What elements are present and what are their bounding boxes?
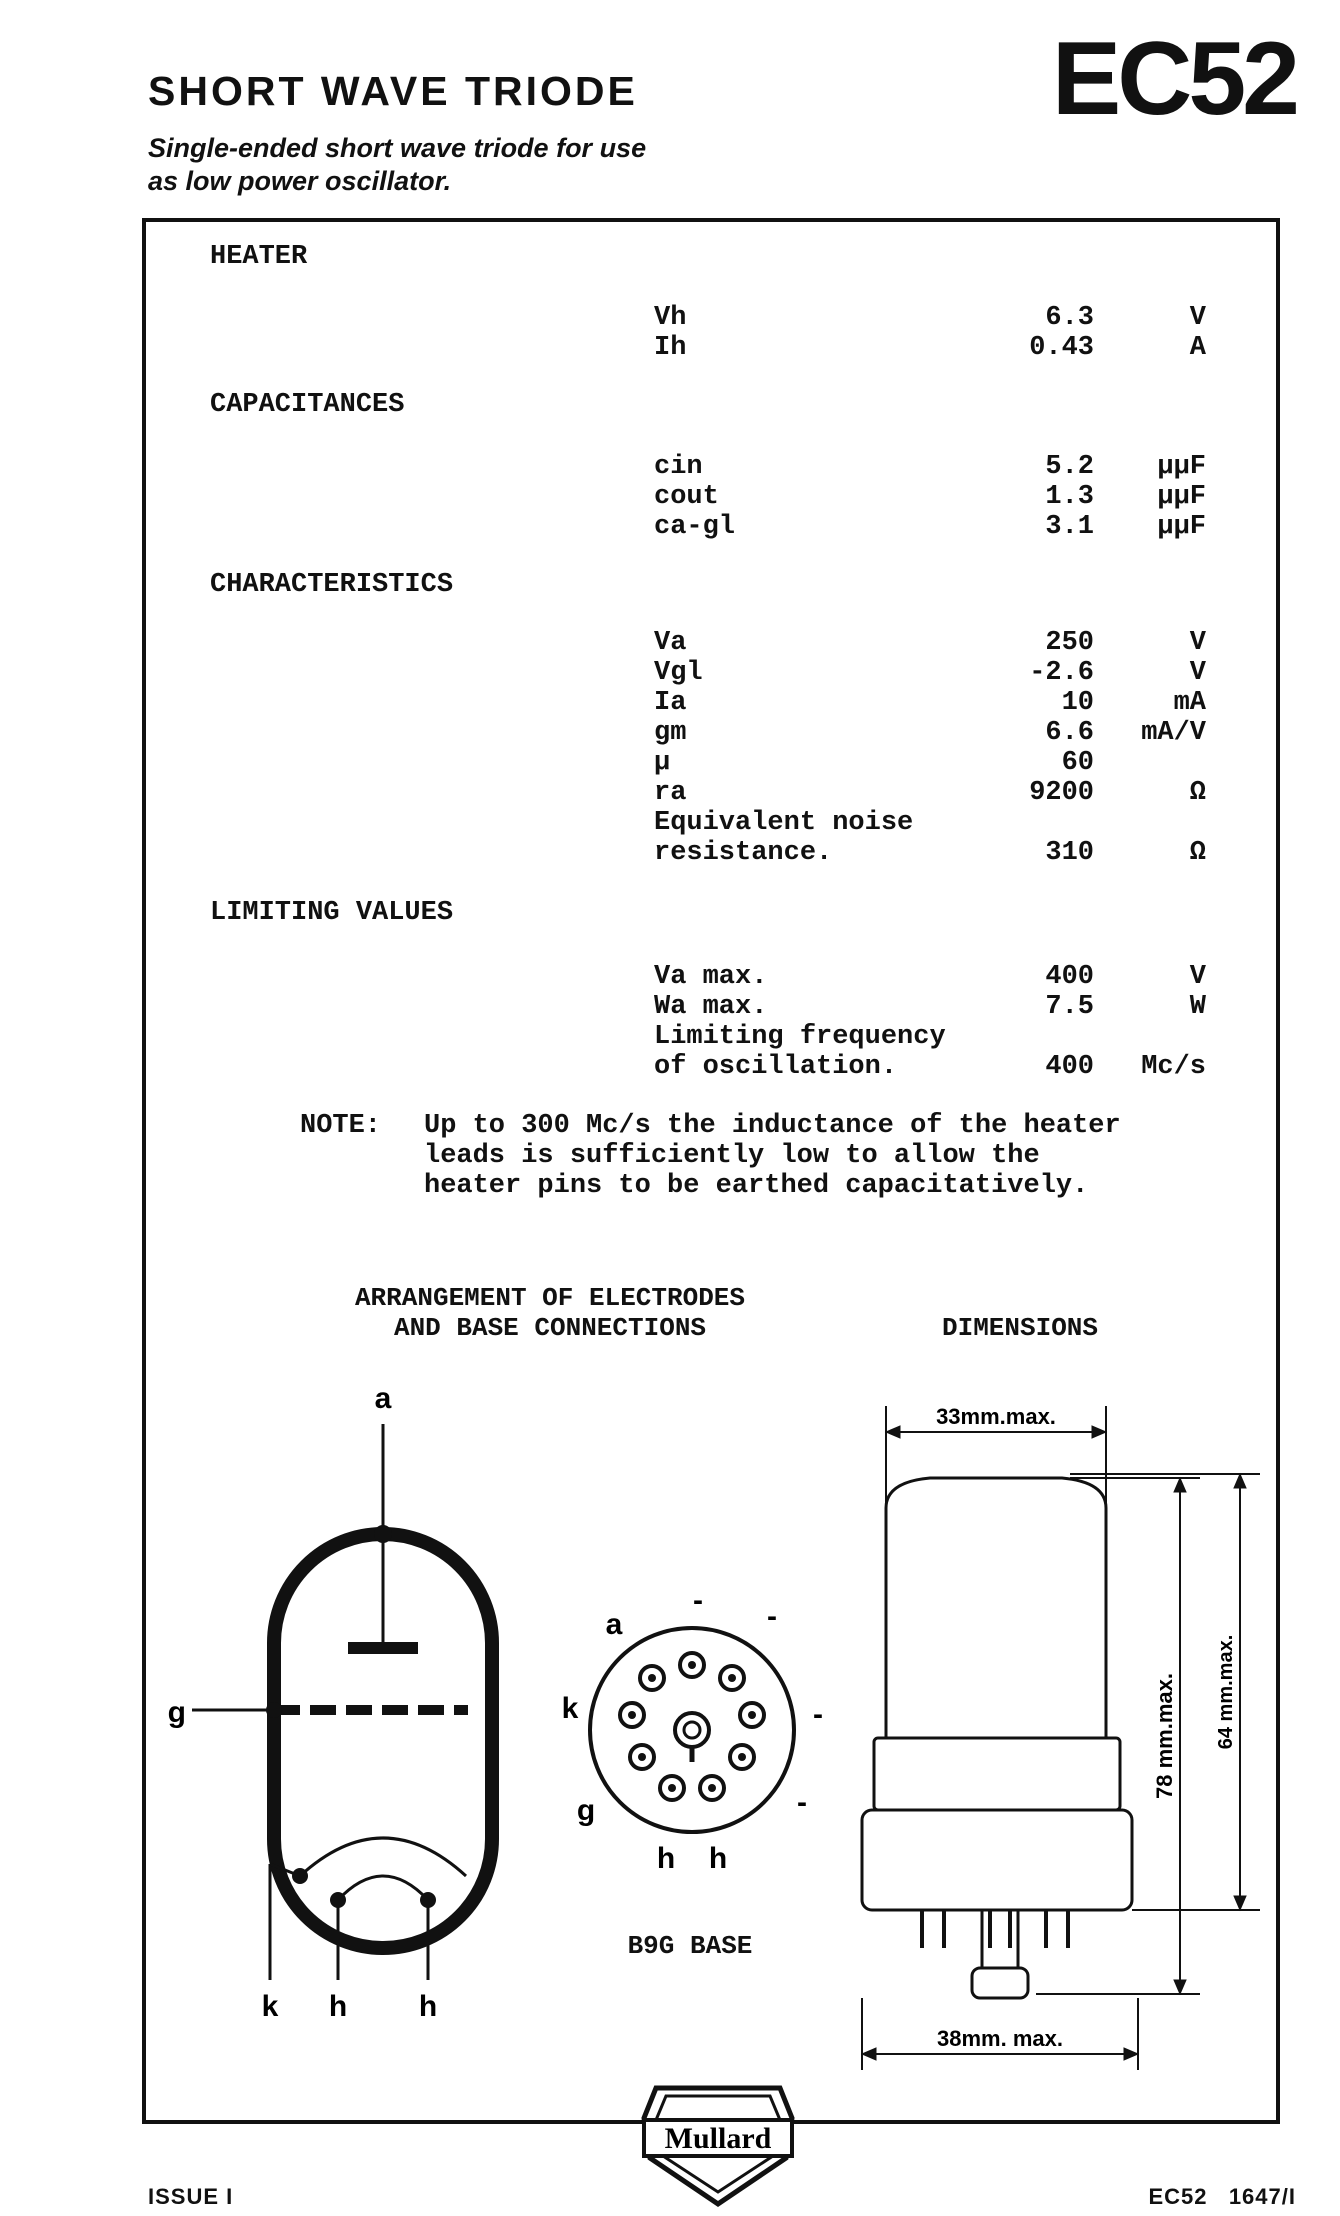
table-row	[0, 1052, 1340, 1082]
section-capacitances-title: CAPACITANCES	[210, 390, 405, 420]
note-label: NOTE:	[300, 1111, 382, 1141]
base-label-dash: -	[767, 1600, 777, 1633]
param-label: μ	[654, 748, 671, 778]
param-value: 250	[1045, 628, 1094, 658]
param-value: 6.3	[1045, 303, 1094, 333]
param-value: 5.2	[1045, 452, 1094, 482]
param-label: cout	[654, 482, 719, 512]
param-unit: V	[1189, 962, 1206, 992]
table-row	[0, 808, 1340, 838]
electrode-label-cathode: k	[261, 1990, 279, 2023]
base-label-grid: g	[576, 1794, 596, 1827]
param-unit: mA/V	[1141, 718, 1206, 748]
param-unit: V	[1189, 628, 1206, 658]
electrode-label-heater: h	[418, 1990, 438, 2023]
param-label: Vgl	[654, 658, 703, 688]
param-unit: μμF	[1157, 512, 1206, 542]
table-row	[0, 992, 1340, 1022]
table-row	[0, 333, 1340, 363]
section-characteristics-title: CHARACTERISTICS	[210, 570, 454, 600]
param-value: 7.5	[1045, 992, 1094, 1022]
table-row	[0, 482, 1340, 512]
section-heater-title: HEATER	[210, 242, 308, 272]
base-pin-diagram	[540, 1590, 840, 1880]
valve-type: EC52	[1051, 21, 1296, 137]
arrangement-caption: ARRANGEMENT OF ELECTRODES AND BASE CONNECTIONS	[354, 1283, 746, 1343]
base-label-heater: h	[656, 1842, 676, 1875]
param-unit: A	[1189, 333, 1206, 363]
param-value: 60	[1061, 748, 1094, 778]
electrode-label-anode: a	[374, 1382, 392, 1415]
table-row	[0, 1022, 1340, 1052]
param-unit: W	[1189, 992, 1206, 1022]
electrode-label-grid: g	[167, 1696, 186, 1729]
table-row	[0, 303, 1340, 333]
table-row	[0, 452, 1340, 482]
param-unit: Ω	[1189, 838, 1206, 868]
dim-height-body: 64 mm.max.	[1215, 1634, 1237, 1750]
base-label-cathode: k	[561, 1692, 579, 1725]
electrode-arrangement-diagram	[160, 1380, 520, 2030]
param-label: Wa max.	[654, 992, 768, 1022]
param-unit: V	[1189, 658, 1206, 688]
param-label: Ih	[654, 333, 687, 363]
base-label-dash: -	[693, 1590, 703, 1617]
param-label: Equivalent noise	[654, 808, 914, 838]
section-limiting-title: LIMITING VALUES	[210, 898, 454, 928]
page-title: SHORT WAVE TRIODE	[148, 68, 638, 114]
mullard-logo	[636, 2078, 800, 2212]
table-row	[0, 962, 1340, 992]
param-value: 400	[1045, 1052, 1094, 1082]
param-unit: mA	[1173, 688, 1206, 718]
base-label-dash: -	[813, 1698, 823, 1731]
param-value: 10	[1061, 688, 1094, 718]
base-label-dash: -	[797, 1786, 807, 1819]
note-text: Up to 300 Mc/s the inductance of the heater leads is sufficiently low to allow the heater pins to be earthed capacitatively.	[424, 1111, 1121, 1201]
param-label: ra	[654, 778, 687, 808]
param-label: gm	[654, 718, 687, 748]
dimensions-drawing	[840, 1390, 1280, 2070]
param-label: of oscillation.	[654, 1052, 898, 1082]
logo-text: Mullard	[664, 2122, 772, 2155]
param-value: -2.6	[1029, 658, 1094, 688]
base-label-anode: a	[605, 1608, 623, 1641]
param-label: resistance.	[654, 838, 833, 868]
param-label: Limiting frequency	[654, 1022, 946, 1052]
param-label: Vh	[654, 303, 687, 333]
page-subtitle: Single-ended short wave triode for use as low power oscillator.	[148, 133, 647, 196]
base-label-heater: h	[708, 1842, 728, 1875]
param-value: 400	[1045, 962, 1094, 992]
table-row	[0, 718, 1340, 748]
table-row	[0, 658, 1340, 688]
base-caption: B9G BASE	[627, 1931, 753, 1961]
param-value: 310	[1045, 838, 1094, 868]
param-unit: V	[1189, 303, 1206, 333]
table-row	[0, 838, 1340, 868]
param-value: 1.3	[1045, 482, 1094, 512]
dim-width-top: 33mm.max.	[936, 1404, 1056, 1429]
param-unit: μμF	[1157, 452, 1206, 482]
param-label: ca-gl	[654, 512, 736, 542]
param-label: Va max.	[654, 962, 768, 992]
table-row	[0, 512, 1340, 542]
dim-height-total: 78 mm.max.	[1152, 1673, 1177, 1799]
param-value: 6.6	[1045, 718, 1094, 748]
dim-width-base: 38mm. max.	[937, 2026, 1063, 2051]
dimensions-caption: DIMENSIONS	[941, 1313, 1099, 1343]
table-row	[0, 628, 1340, 658]
param-label: Va	[654, 628, 687, 658]
footer-issue: ISSUE I	[148, 2184, 234, 2209]
footer-ref: EC52 1647/I	[1148, 2184, 1296, 2209]
param-label: cin	[654, 452, 703, 482]
table-row	[0, 748, 1340, 778]
param-label: Ia	[654, 688, 687, 718]
param-value: 3.1	[1045, 512, 1094, 542]
param-unit: Mc/s	[1141, 1052, 1206, 1082]
table-row	[0, 778, 1340, 808]
param-unit: μμF	[1157, 482, 1206, 512]
param-unit: Ω	[1189, 778, 1206, 808]
electrode-label-heater: h	[328, 1990, 348, 2023]
param-value: 0.43	[1029, 333, 1094, 363]
table-row	[0, 688, 1340, 718]
param-value: 9200	[1029, 778, 1094, 808]
